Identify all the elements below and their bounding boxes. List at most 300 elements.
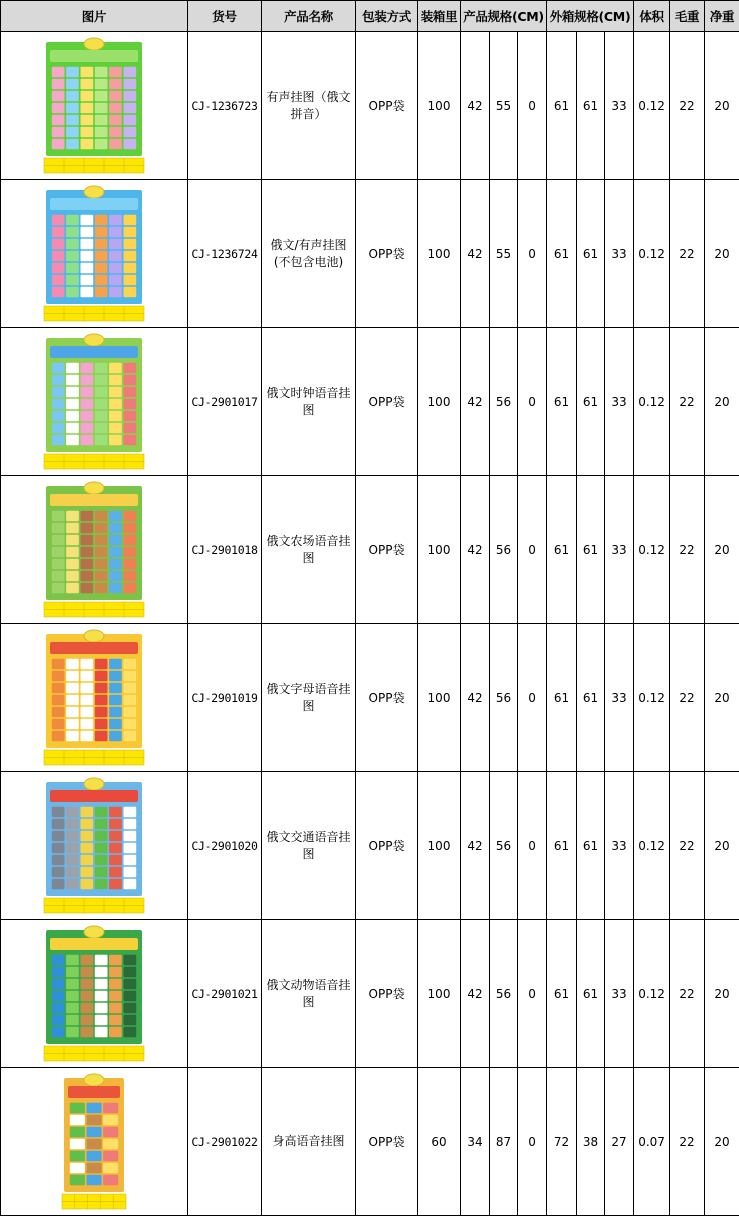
poster-tile — [95, 227, 108, 237]
poster-tile — [52, 511, 65, 521]
poster-tile — [66, 387, 79, 397]
product-image-cell — [1, 476, 188, 624]
poster-tile — [52, 399, 65, 409]
poster-tile — [81, 559, 94, 569]
poster-tile — [124, 1027, 137, 1037]
poster-tile — [124, 819, 137, 829]
product-thumbnail-icon — [37, 628, 151, 767]
poster-tile — [109, 251, 122, 261]
product-code-cell: CJ-1236724 — [188, 180, 262, 328]
poster-tile — [124, 263, 137, 273]
poster-hanger — [84, 630, 104, 642]
poster-title-band — [50, 50, 138, 62]
poster-tile — [52, 807, 65, 817]
poster-tile — [66, 115, 79, 125]
poster-tile — [109, 571, 122, 581]
poster-tile — [66, 511, 79, 521]
poster-tile — [87, 1163, 102, 1173]
poster-title-band — [50, 494, 138, 506]
poster-tile — [95, 535, 108, 545]
poster-tile — [52, 559, 65, 569]
poster-tile — [124, 91, 137, 101]
poster-tile — [95, 979, 108, 989]
poster-tile — [52, 879, 65, 889]
product-code-cell: CJ-2901022 — [188, 1068, 262, 1216]
product-height-cell: 0 — [518, 328, 547, 476]
poster-tile — [52, 1015, 65, 1025]
poster-tile — [95, 731, 108, 741]
gross-weight-cell: 22 — [670, 772, 705, 920]
poster-tile — [52, 91, 65, 101]
poster-tile — [81, 215, 94, 225]
volume-cell: 0.07 — [634, 1068, 670, 1216]
gross-weight-cell: 22 — [670, 328, 705, 476]
poster-tile — [87, 1103, 102, 1113]
poster-tile — [124, 423, 137, 433]
poster-tile — [81, 399, 94, 409]
poster-tile — [109, 843, 122, 853]
poster-tile — [70, 1115, 85, 1125]
poster-tile — [109, 955, 122, 965]
poster-tile — [81, 855, 94, 865]
poster-tile — [81, 511, 94, 521]
poster-tile — [66, 571, 79, 581]
poster-tile — [81, 387, 94, 397]
poster-tile — [95, 363, 108, 373]
poster-tile — [81, 139, 94, 149]
poster-tile — [95, 275, 108, 285]
poster-tile — [95, 571, 108, 581]
poster-tile — [103, 1103, 118, 1113]
poster-tile — [124, 831, 137, 841]
poster-tile — [109, 807, 122, 817]
packing-cell: OPP袋 — [356, 624, 418, 772]
poster-tile — [66, 683, 79, 693]
poster-tile — [81, 1027, 94, 1037]
poster-tile — [109, 127, 122, 137]
poster-tile — [109, 239, 122, 249]
table-row — [1, 920, 739, 1068]
poster-tile — [52, 239, 65, 249]
poster-tile — [87, 1139, 102, 1149]
poster-tile — [52, 127, 65, 137]
poster-tile — [124, 719, 137, 729]
product-length-cell: 42 — [461, 476, 490, 624]
poster-tile — [81, 287, 94, 297]
poster-title-band — [50, 346, 138, 358]
quantity-cell: 100 — [418, 920, 461, 1068]
product-code-cell: CJ-2901019 — [188, 624, 262, 772]
poster-tile — [124, 115, 137, 125]
poster-tile — [87, 1151, 102, 1161]
packing-cell: OPP袋 — [356, 772, 418, 920]
poster-tile — [124, 1015, 137, 1025]
poster-tile — [109, 559, 122, 569]
poster-tile — [66, 215, 79, 225]
poster-tile — [81, 1003, 94, 1013]
poster-tile — [66, 523, 79, 533]
header-packing: 包装方式 — [356, 1, 418, 32]
carton-width-cell: 61 — [577, 180, 605, 328]
poster-tile — [109, 979, 122, 989]
poster-tile — [81, 263, 94, 273]
poster-tile — [95, 843, 108, 853]
net-weight-cell: 20 — [705, 1068, 739, 1216]
poster-tile — [70, 1139, 85, 1149]
poster-title-band — [50, 938, 138, 950]
poster-tile — [109, 227, 122, 237]
poster-tile — [103, 1127, 118, 1137]
product-name-cell: 俄文交通语音挂图 — [262, 772, 356, 920]
poster-tile — [124, 979, 137, 989]
poster-tile — [109, 547, 122, 557]
product-thumbnail-icon — [48, 1072, 140, 1211]
product-code-cell: CJ-1236723 — [188, 32, 262, 180]
poster-tile — [124, 215, 137, 225]
poster-tile — [81, 523, 94, 533]
poster-tile — [66, 843, 79, 853]
poster-tile — [52, 227, 65, 237]
product-width-cell: 56 — [490, 772, 518, 920]
packing-cell: OPP袋 — [356, 1068, 418, 1216]
poster-tile — [66, 991, 79, 1001]
poster-tile — [95, 67, 108, 77]
poster-tile — [95, 879, 108, 889]
product-name-cell: 有声挂图（俄文拼音） — [262, 32, 356, 180]
poster-tile — [95, 967, 108, 977]
poster-tile — [52, 683, 65, 693]
product-length-cell: 42 — [461, 32, 490, 180]
poster-tile — [95, 423, 108, 433]
poster-tile — [124, 659, 137, 669]
poster-tile — [66, 731, 79, 741]
quantity-cell: 100 — [418, 32, 461, 180]
poster-tile — [52, 411, 65, 421]
poster-tile — [124, 435, 137, 445]
poster-hanger — [84, 778, 104, 790]
poster-tile — [52, 583, 65, 593]
poster-tile — [109, 435, 122, 445]
poster-tile — [109, 1027, 122, 1037]
poster-tile — [52, 287, 65, 297]
product-code-cell: CJ-2901018 — [188, 476, 262, 624]
poster-tile — [52, 535, 65, 545]
poster-tile — [66, 79, 79, 89]
poster-tile — [52, 363, 65, 373]
poster-tile — [52, 263, 65, 273]
carton-height-cell: 33 — [605, 476, 634, 624]
poster-tile — [124, 511, 137, 521]
poster-title-band — [68, 1086, 120, 1098]
poster-tile — [81, 659, 94, 669]
product-name-cell: 俄文/有声挂图(不包含电池) — [262, 180, 356, 328]
poster-hanger — [84, 186, 104, 198]
poster-tile — [95, 375, 108, 385]
poster-tile — [66, 831, 79, 841]
poster-tile — [103, 1151, 118, 1161]
poster-tile — [124, 363, 137, 373]
carton-length-cell: 61 — [547, 920, 577, 1068]
poster-tile — [109, 103, 122, 113]
poster-tile — [66, 855, 79, 865]
poster-tile — [95, 991, 108, 1001]
poster-tile — [95, 251, 108, 261]
poster-tile — [109, 683, 122, 693]
poster-tile — [124, 671, 137, 681]
poster-tile — [52, 387, 65, 397]
poster-tile — [52, 275, 65, 285]
poster-tile — [109, 411, 122, 421]
product-name-cell: 俄文农场语音挂图 — [262, 476, 356, 624]
product-height-cell: 0 — [518, 624, 547, 772]
poster-tile — [66, 275, 79, 285]
poster-tile — [52, 215, 65, 225]
packing-cell: OPP袋 — [356, 920, 418, 1068]
header-product-size: 产品规格(CM) — [461, 1, 547, 32]
carton-height-cell: 33 — [605, 328, 634, 476]
carton-height-cell: 33 — [605, 772, 634, 920]
poster-tile — [81, 731, 94, 741]
poster-tile — [52, 831, 65, 841]
poster-tile — [66, 583, 79, 593]
poster-tile — [109, 707, 122, 717]
poster-tile — [81, 375, 94, 385]
poster-tile — [95, 1003, 108, 1013]
product-code-cell: CJ-2901017 — [188, 328, 262, 476]
poster-tile — [95, 719, 108, 729]
carton-height-cell: 33 — [605, 180, 634, 328]
poster-tile — [66, 423, 79, 433]
packing-cell: OPP袋 — [356, 32, 418, 180]
product-length-cell: 42 — [461, 180, 490, 328]
product-width-cell: 56 — [490, 920, 518, 1068]
poster-tile — [81, 819, 94, 829]
poster-tile — [81, 103, 94, 113]
poster-tile — [52, 103, 65, 113]
poster-tile — [124, 559, 137, 569]
poster-tile — [52, 707, 65, 717]
poster-tile — [81, 979, 94, 989]
carton-width-cell: 61 — [577, 624, 605, 772]
poster-tile — [109, 867, 122, 877]
poster-tile — [124, 583, 137, 593]
gross-weight-cell: 22 — [670, 476, 705, 624]
poster-tile — [66, 127, 79, 137]
product-length-cell: 42 — [461, 624, 490, 772]
poster-title-band — [50, 642, 138, 654]
table-row — [1, 476, 739, 624]
poster-tile — [109, 535, 122, 545]
poster-tile — [109, 671, 122, 681]
poster-tile — [109, 91, 122, 101]
poster-tile — [52, 435, 65, 445]
poster-tile — [87, 1115, 102, 1125]
product-code-cell: CJ-2901021 — [188, 920, 262, 1068]
poster-tile — [81, 127, 94, 137]
poster-tile — [70, 1151, 85, 1161]
poster-tile — [109, 523, 122, 533]
poster-tile — [81, 275, 94, 285]
volume-cell: 0.12 — [634, 624, 670, 772]
poster-tile — [95, 435, 108, 445]
poster-tile — [124, 79, 137, 89]
poster-tile — [95, 695, 108, 705]
poster-tile — [124, 843, 137, 853]
product-thumbnail-icon — [37, 924, 151, 1063]
poster-tile — [81, 571, 94, 581]
volume-cell: 0.12 — [634, 920, 670, 1068]
poster-tile — [109, 511, 122, 521]
product-image-cell — [1, 180, 188, 328]
poster-tile — [81, 435, 94, 445]
carton-length-cell: 61 — [547, 624, 577, 772]
poster-tile — [124, 239, 137, 249]
poster-tile — [95, 1027, 108, 1037]
poster-tile — [95, 855, 108, 865]
poster-tile — [52, 671, 65, 681]
carton-width-cell: 61 — [577, 772, 605, 920]
poster-tile — [103, 1139, 118, 1149]
poster-tile — [52, 67, 65, 77]
poster-tile — [124, 523, 137, 533]
net-weight-cell: 20 — [705, 772, 739, 920]
poster-tile — [70, 1127, 85, 1137]
gross-weight-cell: 22 — [670, 1068, 705, 1216]
poster-tile — [124, 375, 137, 385]
poster-tile — [95, 239, 108, 249]
poster-tile — [95, 671, 108, 681]
poster-tile — [66, 139, 79, 149]
product-code-cell: CJ-2901020 — [188, 772, 262, 920]
poster-tile — [95, 127, 108, 137]
poster-tile — [109, 991, 122, 1001]
poster-tile — [52, 867, 65, 877]
packing-cell: OPP袋 — [356, 328, 418, 476]
carton-height-cell: 33 — [605, 624, 634, 772]
gross-weight-cell: 22 — [670, 920, 705, 1068]
poster-tile — [95, 523, 108, 533]
table-row — [1, 328, 739, 476]
poster-tile — [66, 91, 79, 101]
table-row — [1, 624, 739, 772]
poster-tile — [66, 535, 79, 545]
poster-tile — [124, 855, 137, 865]
poster-tile — [81, 547, 94, 557]
poster-tile — [124, 571, 137, 581]
volume-cell: 0.12 — [634, 328, 670, 476]
poster-tile — [95, 263, 108, 273]
product-width-cell: 87 — [490, 1068, 518, 1216]
net-weight-cell: 20 — [705, 180, 739, 328]
quantity-cell: 100 — [418, 180, 461, 328]
carton-length-cell: 61 — [547, 328, 577, 476]
gross-weight-cell: 22 — [670, 624, 705, 772]
table-row — [1, 1068, 739, 1216]
poster-tile — [66, 251, 79, 261]
poster-tile — [66, 435, 79, 445]
poster-tile — [66, 671, 79, 681]
poster-tile — [95, 79, 108, 89]
poster-tile — [66, 979, 79, 989]
product-name-cell: 俄文时钟语音挂图 — [262, 328, 356, 476]
poster-hanger — [84, 334, 104, 346]
product-name-cell: 俄文动物语音挂图 — [262, 920, 356, 1068]
product-thumbnail-icon — [37, 480, 151, 619]
poster-tile — [66, 103, 79, 113]
poster-title-band — [50, 198, 138, 210]
product-length-cell: 42 — [461, 328, 490, 476]
poster-tile — [95, 1015, 108, 1025]
poster-tile — [124, 683, 137, 693]
poster-tile — [52, 979, 65, 989]
poster-tile — [124, 67, 137, 77]
poster-tile — [109, 819, 122, 829]
poster-tile — [124, 411, 137, 421]
poster-tile — [109, 363, 122, 373]
poster-tile — [66, 819, 79, 829]
volume-cell: 0.12 — [634, 32, 670, 180]
poster-tile — [95, 411, 108, 421]
product-image-cell — [1, 772, 188, 920]
carton-width-cell: 61 — [577, 920, 605, 1068]
poster-tile — [95, 387, 108, 397]
poster-tile — [95, 707, 108, 717]
poster-tile — [109, 423, 122, 433]
poster-tile — [52, 1027, 65, 1037]
poster-tile — [52, 731, 65, 741]
poster-hanger — [84, 38, 104, 50]
poster-tile — [66, 1015, 79, 1025]
poster-tile — [66, 287, 79, 297]
poster-tile — [52, 991, 65, 1001]
quantity-cell: 100 — [418, 328, 461, 476]
poster-tile — [124, 127, 137, 137]
poster-tile — [109, 583, 122, 593]
product-height-cell: 0 — [518, 180, 547, 328]
header-quantity: 装箱里 — [418, 1, 461, 32]
poster-tile — [124, 955, 137, 965]
poster-tile — [124, 807, 137, 817]
poster-tile — [81, 115, 94, 125]
poster-tile — [66, 399, 79, 409]
carton-length-cell: 61 — [547, 32, 577, 180]
poster-tile — [95, 547, 108, 557]
gross-weight-cell: 22 — [670, 32, 705, 180]
poster-tile — [52, 115, 65, 125]
poster-tile — [52, 375, 65, 385]
poster-tile — [109, 79, 122, 89]
product-width-cell: 56 — [490, 624, 518, 772]
product-height-cell: 0 — [518, 920, 547, 1068]
poster-tile — [95, 955, 108, 965]
poster-tile — [124, 251, 137, 261]
carton-height-cell: 27 — [605, 1068, 634, 1216]
quantity-cell: 100 — [418, 476, 461, 624]
poster-tile — [124, 387, 137, 397]
poster-tile — [109, 731, 122, 741]
net-weight-cell: 20 — [705, 624, 739, 772]
poster-tile — [124, 399, 137, 409]
table-row — [1, 772, 739, 920]
poster-tile — [95, 115, 108, 125]
poster-tile — [81, 879, 94, 889]
poster-tile — [81, 843, 94, 853]
poster-tile — [81, 411, 94, 421]
poster-tile — [81, 67, 94, 77]
poster-tile — [95, 559, 108, 569]
poster-tile — [95, 659, 108, 669]
poster-tile — [95, 867, 108, 877]
